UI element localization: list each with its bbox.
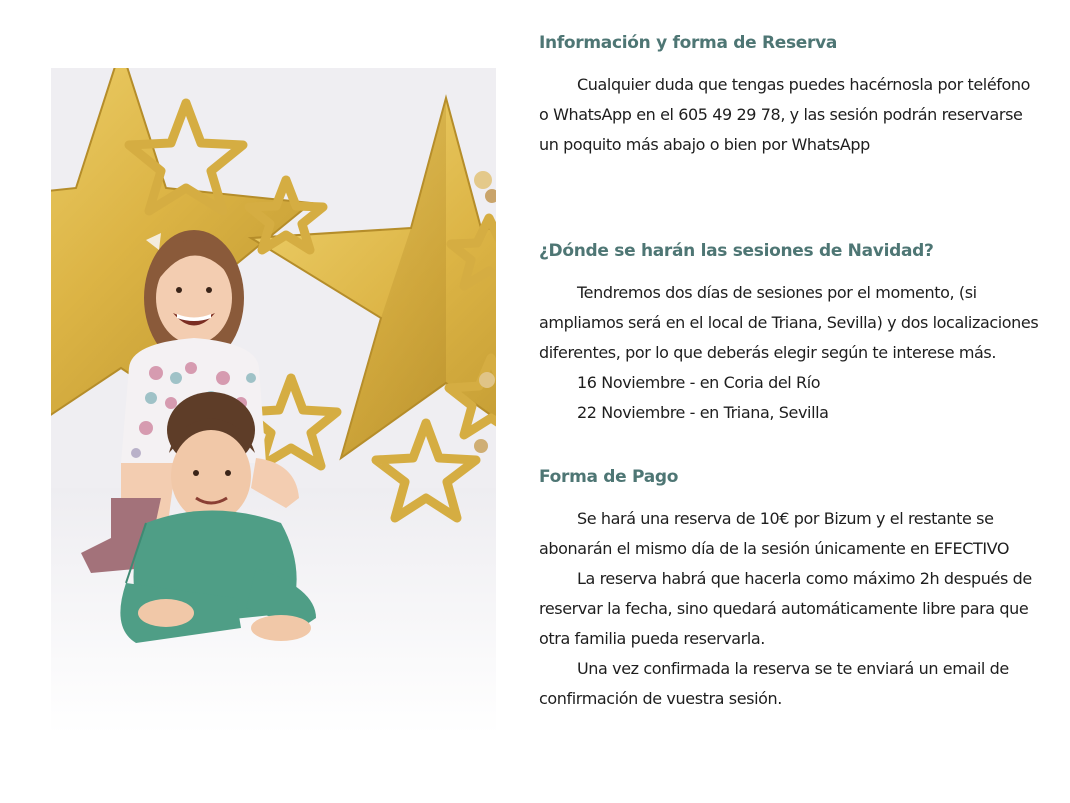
info-paragraph: Cualquier duda que tengas puedes hacérnosla por teléfono o WhatsApp en el 605 49 29 78, y las sesión podrán reservarse un poquito más abajo o bien por WhatsApp: [539, 75, 1031, 154]
payment-paragraph-deposit: Se hará una reserva de 10€ por Bizum y el restante se abonarán el mismo día de la sesión únicamente en EFECTIVO: [539, 509, 1010, 558]
session-date-triana: 22 Noviembre - en Triana, Sevilla: [577, 403, 829, 422]
payment-paragraph-deadline: La reserva habrá que hacerla como máximo 2h después de reservar la fecha, sino quedará automáticamente libre para que otra familia pueda reservarla.: [539, 569, 1032, 648]
section-title-payment: Forma de Pago: [539, 467, 679, 487]
payment-paragraph-confirmation: Una vez confirmada la reserva se te enviará un email de confirmación de vuestra sesión.: [539, 659, 1009, 708]
session-date-coria: 16 Noviembre - en Coria del Río: [577, 373, 821, 392]
section-title-where: ¿Dónde se harán las sesiones de Navidad?: [539, 241, 934, 261]
where-paragraph: Tendremos dos días de sesiones por el momento, (si ampliamos será en el local de Triana, Sevilla) y dos localizaciones diferentes, por lo que deberás elegir según te interese más.: [539, 283, 1039, 362]
section-title-info: Información y forma de Reserva: [539, 33, 838, 53]
christmas-session-photo: [51, 68, 496, 735]
info-text-column: [539, 30, 1039, 714]
